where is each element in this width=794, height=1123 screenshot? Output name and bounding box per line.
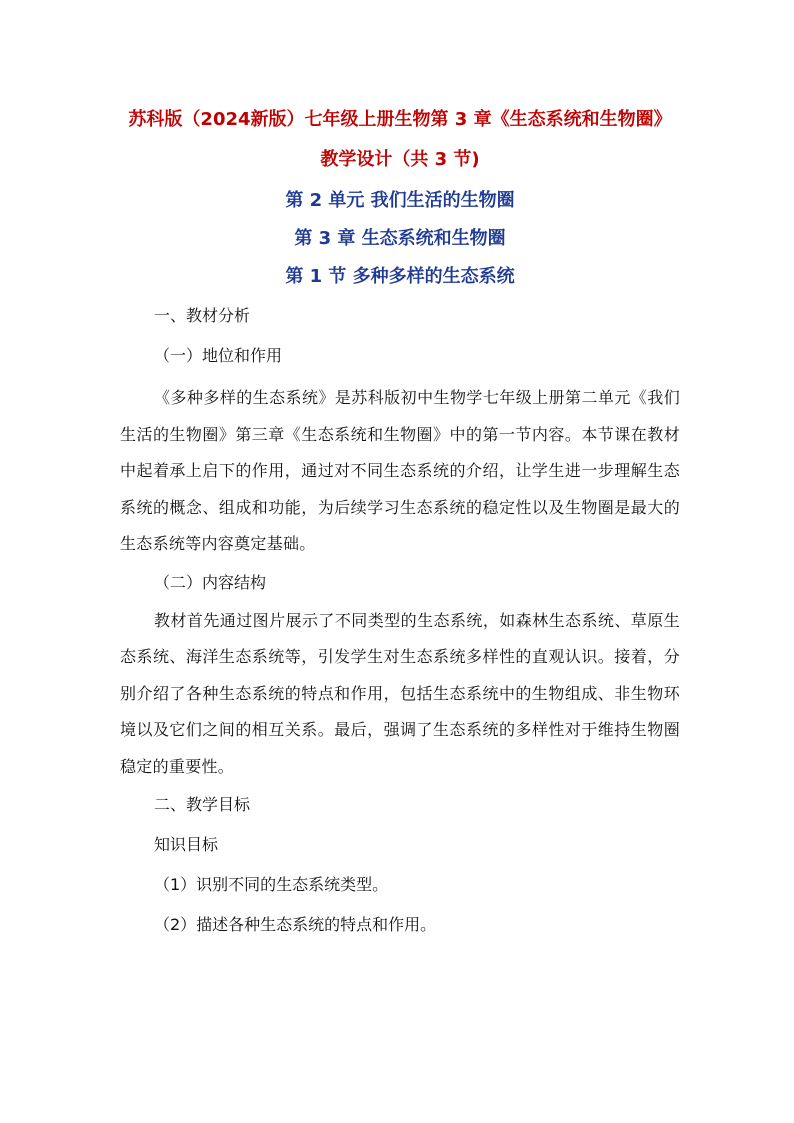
paragraph-position-role: 《多种多样的生态系统》是苏科版初中生物学七年级上册第二单元《我们生活的生物圈》第三章《生态系统和生物圈》中的第一节内容。本节课在教材中起着承上启下的作用，通过对不同生态系统的介绍，让学生进一步理解生态系统的概念、组成和功能，为后续学习生态系统的稳定性以及生物圈是最大的生态系统等内容奠定基础。 — [120, 388, 680, 553]
document-title-line1: 苏科版（2024新版）七年级上册生物第 3 章《生态系统和生物圈》 — [128, 109, 672, 130]
chapter-heading: 第 3 章 生态系统和生物圈 — [294, 228, 506, 249]
paragraph-content-structure: 教材首先通过图片展示了不同类型的生态系统，如森林生态系统、草原生态系统、海洋生态系统等，引发学生对生态系统多样性的直观认识。接着，分别介绍了各种生态系统的特点和作用，包括生态系统中的生物组成、非生物环境以及它们之间的相互关系。最后，强调了生态系统的多样性对于维持生物圈稳定的重要性。 — [120, 610, 680, 776]
heading-content-structure: （二）内容结构 — [154, 572, 267, 592]
heading-knowledge-goals: 知识目标 — [154, 835, 219, 854]
heading-teaching-goals: 二、教学目标 — [154, 795, 251, 814]
goal-item-1: （1）识别不同的生态系统类型。 — [154, 875, 389, 894]
document-body — [120, 100, 680, 945]
goal-item-2: （2）描述各种生态系统的特点和作用。 — [154, 915, 437, 934]
section-heading: 第 1 节 多种多样的生态系统 — [285, 266, 515, 287]
heading-textbook-analysis: 一、教材分析 — [154, 306, 251, 325]
document-title-line2: 教学设计（共 3 节) — [320, 149, 480, 170]
heading-position-role: （一）地位和作用 — [154, 346, 283, 365]
unit-heading: 第 2 单元 我们生活的生物圈 — [285, 190, 515, 211]
